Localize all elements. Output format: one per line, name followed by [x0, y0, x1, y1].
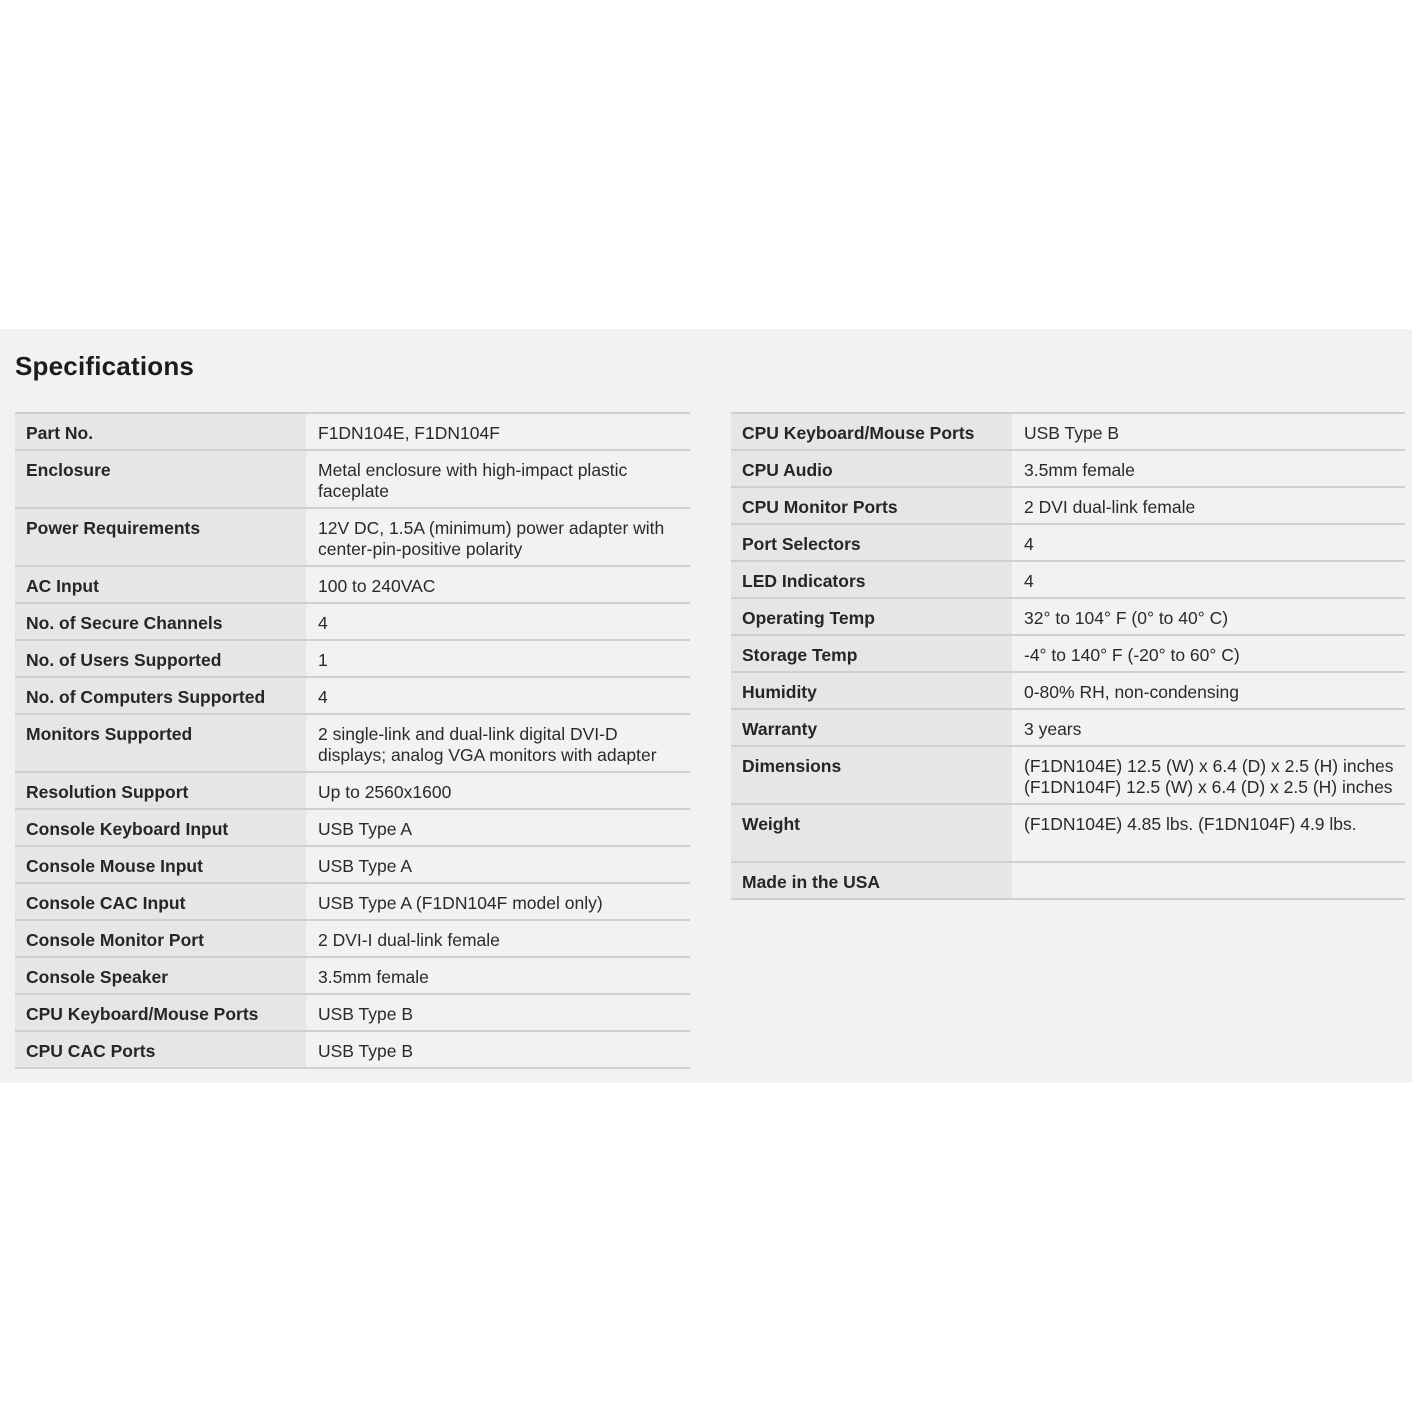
spec-value: (F1DN104E) 4.85 lbs. (F1DN104F) 4.9 lbs. — [1012, 805, 1405, 861]
spec-label: CPU Audio — [731, 451, 1012, 486]
spec-value: USB Type B — [306, 1032, 690, 1067]
table-row — [15, 509, 690, 567]
table-row — [15, 715, 690, 773]
table-row — [731, 747, 1405, 805]
spec-label: Operating Temp — [731, 599, 1012, 634]
spec-label: Console Keyboard Input — [15, 810, 306, 845]
spec-label: Enclosure — [15, 451, 306, 507]
table-row — [731, 805, 1405, 863]
spec-value: 3.5mm female — [306, 958, 690, 993]
table-row — [15, 995, 690, 1032]
spec-value: 32° to 104° F (0° to 40° C) — [1012, 599, 1405, 634]
spec-value: 2 single-link and dual-link digital DVI-D displays; analog VGA monitors with adapter — [306, 715, 690, 771]
spec-value: F1DN104E, F1DN104F — [306, 414, 690, 449]
spec-label: Storage Temp — [731, 636, 1012, 671]
table-row — [15, 567, 690, 604]
table-row — [731, 488, 1405, 525]
spec-value: USB Type A — [306, 810, 690, 845]
table-row — [15, 414, 690, 451]
spec-value: 4 — [306, 678, 690, 713]
spec-value: 4 — [306, 604, 690, 639]
table-row — [15, 921, 690, 958]
spec-label: CPU CAC Ports — [15, 1032, 306, 1067]
spec-label: No. of Users Supported — [15, 641, 306, 676]
spec-label: Dimensions — [731, 747, 1012, 803]
spec-label: Port Selectors — [731, 525, 1012, 560]
spec-value: 2 DVI dual-link female — [1012, 488, 1405, 523]
spec-value: USB Type A — [306, 847, 690, 882]
table-row — [15, 451, 690, 509]
spec-label: Console Speaker — [15, 958, 306, 993]
spec-label: AC Input — [15, 567, 306, 602]
spec-label: Humidity — [731, 673, 1012, 708]
spec-label: Console Monitor Port — [15, 921, 306, 956]
table-row — [15, 604, 690, 641]
spec-value: USB Type A (F1DN104F model only) — [306, 884, 690, 919]
table-row — [15, 810, 690, 847]
spec-label: Warranty — [731, 710, 1012, 745]
table-row — [15, 641, 690, 678]
spec-label: Console Mouse Input — [15, 847, 306, 882]
spec-value: 1 — [306, 641, 690, 676]
spec-value: (F1DN104E) 12.5 (W) x 6.4 (D) x 2.5 (H) inches (F1DN104F) 12.5 (W) x 6.4 (D) x 2.5 (H) inches — [1012, 747, 1405, 803]
table-row — [15, 884, 690, 921]
spec-table-left — [15, 412, 690, 1069]
spec-label: CPU Keyboard/Mouse Ports — [731, 414, 1012, 449]
table-row — [731, 451, 1405, 488]
spec-value: Up to 2560x1600 — [306, 773, 690, 808]
spec-value: 100 to 240VAC — [306, 567, 690, 602]
spec-value: Metal enclosure with high-impact plastic faceplate — [306, 451, 690, 507]
page-title: Specifications — [15, 351, 195, 381]
spec-value: 4 — [1012, 562, 1405, 597]
spec-value: 3 years — [1012, 710, 1405, 745]
spec-label: Console CAC Input — [15, 884, 306, 919]
spec-label: LED Indicators — [731, 562, 1012, 597]
table-row — [731, 525, 1405, 562]
spec-value — [1012, 863, 1405, 898]
table-row — [731, 863, 1405, 900]
spec-label: Weight — [731, 805, 1012, 861]
spec-label: No. of Secure Channels — [15, 604, 306, 639]
table-row — [731, 599, 1405, 636]
spec-label: Part No. — [15, 414, 306, 449]
table-row — [731, 562, 1405, 599]
spec-label: Power Requirements — [15, 509, 306, 565]
spec-value: USB Type B — [1012, 414, 1405, 449]
spec-label: CPU Keyboard/Mouse Ports — [15, 995, 306, 1030]
table-row — [731, 673, 1405, 710]
table-row — [15, 678, 690, 715]
spec-value: 0-80% RH, non-condensing — [1012, 673, 1405, 708]
spec-label: Made in the USA — [731, 863, 1012, 898]
table-row — [731, 636, 1405, 673]
spec-value: 2 DVI-I dual-link female — [306, 921, 690, 956]
table-row — [731, 414, 1405, 451]
spec-value: -4° to 140° F (-20° to 60° C) — [1012, 636, 1405, 671]
spec-value: 4 — [1012, 525, 1405, 560]
spec-table-right — [731, 412, 1405, 900]
spec-label: Monitors Supported — [15, 715, 306, 771]
table-row — [15, 958, 690, 995]
table-row — [731, 710, 1405, 747]
table-row — [15, 773, 690, 810]
table-row — [15, 847, 690, 884]
spec-label: Resolution Support — [15, 773, 306, 808]
spec-label: CPU Monitor Ports — [731, 488, 1012, 523]
table-row — [15, 1032, 690, 1069]
spec-value: 12V DC, 1.5A (minimum) power adapter with center-pin-positive polarity — [306, 509, 690, 565]
spec-value: USB Type B — [306, 995, 690, 1030]
spec-label: No. of Computers Supported — [15, 678, 306, 713]
spec-value: 3.5mm female — [1012, 451, 1405, 486]
